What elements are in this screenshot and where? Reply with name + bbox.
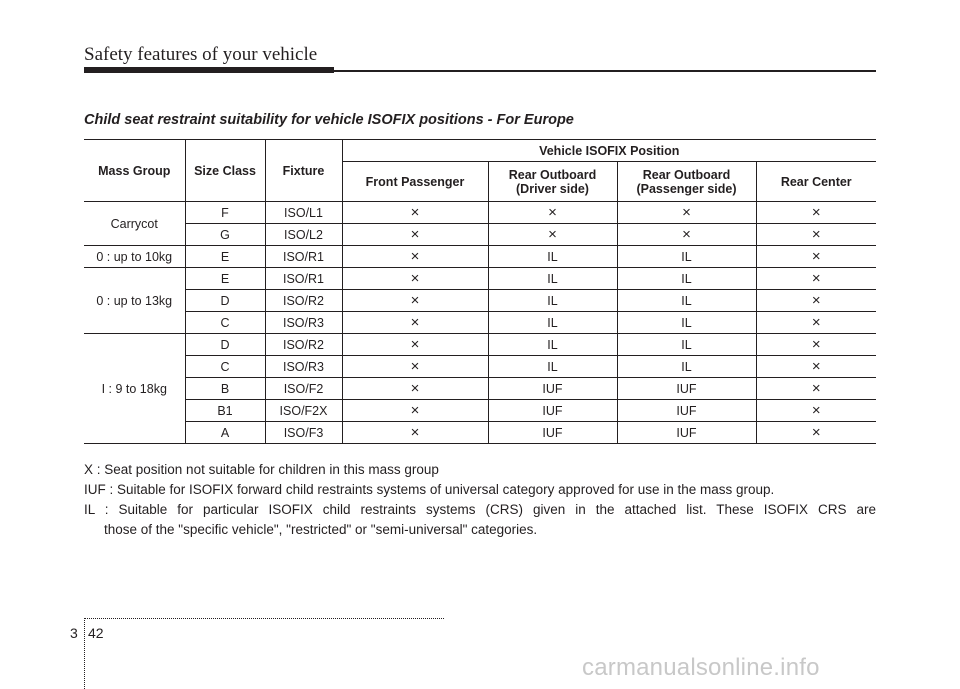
cell-fixture: ISO/R1	[265, 268, 342, 290]
header-rear-outboard-passenger-line1: Rear Outboard	[642, 167, 731, 182]
cell-size-class: F	[185, 202, 265, 224]
cell-size-class: D	[185, 290, 265, 312]
group-label-carrycot: Carrycot	[84, 202, 185, 246]
note-il-line1: IL : Suitable for particular ISOFIX child restraints systems (CRS) given in the attached list. These ISOFIX CRS are	[84, 502, 876, 517]
cell-size-class: C	[185, 356, 265, 378]
header-rear-center: Rear Center	[756, 162, 876, 202]
cell-size-class: C	[185, 312, 265, 334]
page-header-title: Safety features of your vehicle	[84, 44, 318, 65]
cell-rear-center: ×	[756, 422, 876, 444]
cell-fixture: ISO/F2X	[265, 400, 342, 422]
note-il-line2: those of the "specific vehicle", "restricted" or "semi-universal" categories.	[104, 522, 538, 537]
cell-rear-center: ×	[756, 246, 876, 268]
cell-rear-outboard-passenger: IL	[617, 268, 756, 290]
cell-front-passenger: ×	[342, 422, 488, 444]
cell-size-class: E	[185, 268, 265, 290]
header-rule-thin	[334, 70, 876, 72]
cell-fixture: ISO/R2	[265, 334, 342, 356]
cell-front-passenger: ×	[342, 400, 488, 422]
cell-fixture: ISO/L2	[265, 224, 342, 246]
cell-rear-outboard-passenger: IL	[617, 246, 756, 268]
cell-fixture: ISO/F2	[265, 378, 342, 400]
header-rear-outboard-driver-line1: Rear Outboard	[508, 167, 597, 182]
header-rear-outboard-driver-line2: (Driver side)	[516, 181, 589, 196]
cell-rear-outboard-driver: ×	[488, 224, 617, 246]
cell-fixture: ISO/L1	[265, 202, 342, 224]
cell-rear-outboard-passenger: IL	[617, 356, 756, 378]
page-number: 42	[88, 625, 104, 641]
cell-rear-outboard-driver: IUF	[488, 378, 617, 400]
cell-rear-outboard-passenger: IL	[617, 334, 756, 356]
cell-front-passenger: ×	[342, 356, 488, 378]
note-iuf: IUF : Suitable for ISOFIX forward child restraints systems of universal category approved for use in the mass group.	[84, 482, 775, 497]
cell-rear-outboard-passenger: IUF	[617, 378, 756, 400]
header-size-class: Size Class	[185, 140, 265, 202]
footer-horizontal-rule	[84, 618, 444, 620]
cell-rear-outboard-driver: IL	[488, 290, 617, 312]
cell-rear-center: ×	[756, 202, 876, 224]
header-rear-outboard-passenger-line2: (Passenger side)	[636, 181, 737, 196]
cell-rear-outboard-passenger: IUF	[617, 422, 756, 444]
footer-vertical-rule	[84, 618, 86, 689]
header-fixture: Fixture	[265, 140, 342, 202]
cell-rear-center: ×	[756, 312, 876, 334]
cell-size-class: G	[185, 224, 265, 246]
group-label-up-to-10kg: 0 : up to 10kg	[84, 246, 185, 268]
cell-rear-outboard-driver: IUF	[488, 400, 617, 422]
note-x: X : Seat position not suitable for children in this mass group	[84, 462, 439, 477]
cell-front-passenger: ×	[342, 268, 488, 290]
cell-rear-center: ×	[756, 290, 876, 312]
cell-rear-center: ×	[756, 400, 876, 422]
header-front-passenger: Front Passenger	[342, 162, 488, 202]
cell-front-passenger: ×	[342, 224, 488, 246]
cell-fixture: ISO/R2	[265, 290, 342, 312]
cell-front-passenger: ×	[342, 290, 488, 312]
cell-fixture: ISO/R3	[265, 356, 342, 378]
page-chapter-number: 3	[70, 625, 78, 641]
cell-rear-center: ×	[756, 356, 876, 378]
cell-front-passenger: ×	[342, 246, 488, 268]
legend-notes	[84, 460, 876, 540]
cell-rear-outboard-passenger: ×	[617, 224, 756, 246]
cell-rear-outboard-driver: ×	[488, 202, 617, 224]
cell-size-class: B	[185, 378, 265, 400]
cell-front-passenger: ×	[342, 334, 488, 356]
header-rule-thick	[84, 67, 334, 73]
group-label-up-to-13kg: 0 : up to 13kg	[84, 268, 185, 334]
cell-size-class: A	[185, 422, 265, 444]
cell-size-class: E	[185, 246, 265, 268]
cell-rear-outboard-passenger: ×	[617, 202, 756, 224]
cell-rear-outboard-driver: IL	[488, 268, 617, 290]
header-mass-group: Mass Group	[84, 140, 185, 202]
cell-rear-outboard-passenger: IL	[617, 290, 756, 312]
cell-rear-center: ×	[756, 268, 876, 290]
cell-rear-outboard-driver: IL	[488, 334, 617, 356]
cell-rear-center: ×	[756, 334, 876, 356]
cell-rear-outboard-driver: IL	[488, 246, 617, 268]
cell-size-class: D	[185, 334, 265, 356]
isofix-suitability-table	[84, 139, 876, 444]
cell-size-class: B1	[185, 400, 265, 422]
cell-rear-center: ×	[756, 224, 876, 246]
cell-fixture: ISO/F3	[265, 422, 342, 444]
header-rear-outboard-passenger	[617, 162, 756, 202]
cell-rear-outboard-passenger: IUF	[617, 400, 756, 422]
cell-fixture: ISO/R1	[265, 246, 342, 268]
cell-front-passenger: ×	[342, 312, 488, 334]
header-vehicle-isofix-position: Vehicle ISOFIX Position	[342, 140, 876, 162]
cell-front-passenger: ×	[342, 202, 488, 224]
cell-rear-outboard-driver: IL	[488, 356, 617, 378]
section-title: Child seat restraint suitability for vehicle ISOFIX positions - For Europe	[84, 112, 574, 128]
cell-rear-outboard-driver: IUF	[488, 422, 617, 444]
cell-fixture: ISO/R3	[265, 312, 342, 334]
group-label-9-to-18kg: I : 9 to 18kg	[84, 334, 185, 444]
header-rear-outboard-driver	[488, 162, 617, 202]
cell-front-passenger: ×	[342, 378, 488, 400]
watermark: carmanualsonline.info	[582, 654, 820, 681]
cell-rear-outboard-driver: IL	[488, 312, 617, 334]
cell-rear-outboard-passenger: IL	[617, 312, 756, 334]
cell-rear-center: ×	[756, 378, 876, 400]
